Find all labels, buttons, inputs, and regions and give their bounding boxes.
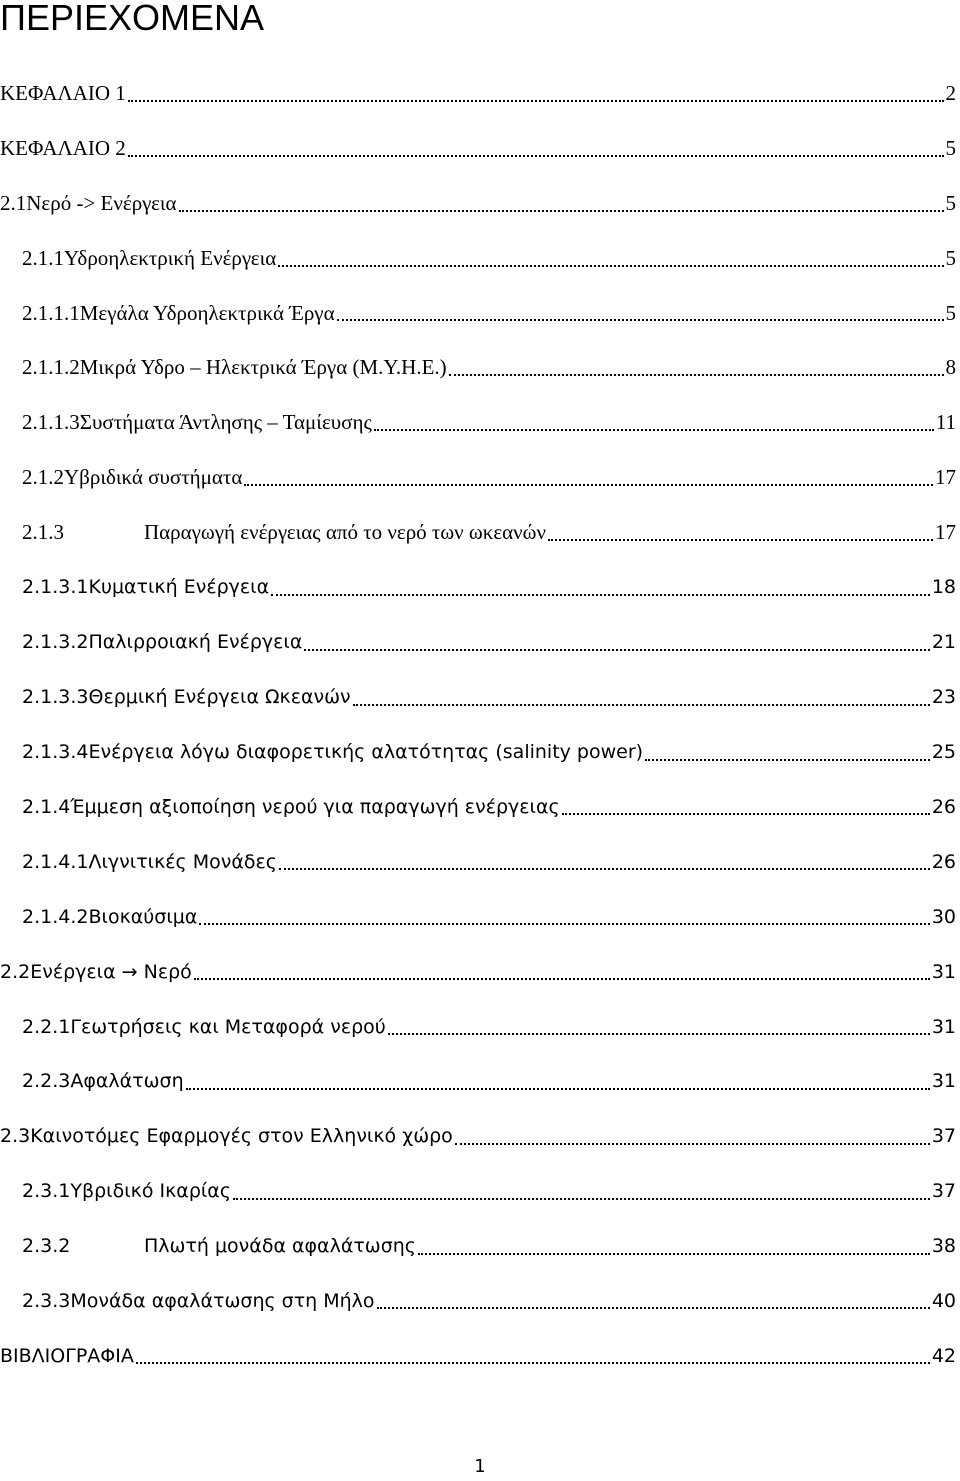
toc-entry-title: Συστήματα Άντλησης – Ταμίευσης — [79, 410, 372, 435]
toc-leader-dots — [337, 318, 944, 321]
toc-entry[interactable] — [0, 450, 960, 505]
toc-entry-title: Παλιρροιακή Ενέργεια — [88, 631, 303, 654]
toc-entry-number: 2.3 — [0, 1125, 31, 1148]
toc-leader-dots — [278, 264, 943, 267]
toc-entry-page: 11 — [935, 410, 956, 435]
toc-entry-title: Υδροηλεκτρική Ενέργεια — [64, 245, 277, 270]
toc-entry-number: ΚΕΦΑΛΑΙΟ 2 — [0, 135, 126, 160]
toc-entry[interactable] — [0, 1274, 960, 1329]
toc-entry[interactable] — [0, 505, 960, 560]
toc-entry[interactable] — [0, 286, 960, 341]
toc-entry-number: 2.2.3 — [22, 1070, 71, 1093]
toc-leader-dots — [136, 1361, 930, 1364]
toc-entry-title: Υβριδικά συστήματα — [64, 465, 243, 490]
toc-entry[interactable] — [0, 1164, 960, 1219]
toc-entry-title: Λιγνιτικές Μονάδες — [88, 850, 277, 873]
toc-entry-title: Θερμική Ενέργεια Ωκεανών — [88, 686, 351, 709]
toc-entry[interactable] — [0, 999, 960, 1054]
toc-entry[interactable] — [0, 340, 960, 395]
toc-entry-page: 18 — [931, 576, 956, 599]
toc-leader-dots — [128, 99, 944, 102]
toc-entry-number: 2.1.3.3 — [22, 686, 89, 709]
toc-entry-number: 2.1.1 — [22, 245, 64, 270]
toc-entry-number: 2.1 — [0, 190, 27, 215]
toc-entry-number: 2.1.4.1 — [22, 850, 89, 873]
toc-entry-page: 40 — [931, 1290, 956, 1313]
toc-entry-title: Κυματική Ενέργεια — [88, 576, 270, 599]
toc-entry-page: 31 — [931, 1015, 956, 1038]
toc-entry-title: Ενέργεια → Νερό — [30, 960, 192, 983]
toc-entry-number: 2.3.1 — [22, 1180, 71, 1203]
table-of-contents — [0, 66, 960, 1383]
toc-entry-title: Βιοκαύσιμα — [88, 905, 198, 928]
toc-entry-title: Παραγωγή ενέργειας από το νερό των ωκεανών — [144, 520, 546, 545]
toc-entry-number: 2.2 — [0, 960, 31, 983]
toc-entry-page: 5 — [945, 190, 956, 215]
toc-leader-dots — [279, 867, 930, 870]
toc-leader-dots — [353, 703, 930, 706]
toc-entry[interactable] — [0, 1328, 960, 1383]
toc-entry-page: 5 — [945, 245, 956, 270]
toc-entry-number: 2.1.3.4 — [22, 741, 89, 764]
toc-entry-title: Γεωτρήσεις και Μεταφορά νερού — [70, 1015, 386, 1038]
toc-entry-number: 2.1.1.3 — [22, 410, 80, 435]
toc-entry-title: Ενέργεια λόγω διαφορετικής αλατότητας (salinity power) — [88, 741, 644, 764]
toc-entry[interactable] — [0, 395, 960, 450]
toc-entry-title: Αφαλάτωση — [70, 1070, 184, 1093]
toc-leader-dots — [186, 1087, 930, 1090]
toc-entry-number: 2.1.1.2 — [22, 355, 80, 380]
toc-entry-page: 31 — [931, 1070, 956, 1093]
toc-leader-dots — [645, 758, 930, 761]
toc-leader-dots — [388, 1032, 930, 1035]
toc-entry[interactable] — [0, 1109, 960, 1164]
toc-entry-title: Μεγάλα Υδροηλεκτρικά Έργα — [79, 300, 335, 325]
toc-entry-page: 25 — [931, 741, 956, 764]
toc-entry[interactable] — [0, 231, 960, 286]
toc-entry[interactable] — [0, 176, 960, 231]
toc-entry[interactable] — [0, 1219, 960, 1274]
toc-entry-number: ΚΕΦΑΛΑΙΟ 1 — [0, 80, 126, 105]
toc-leader-dots — [377, 1306, 930, 1309]
toc-leader-dots — [418, 1252, 930, 1255]
toc-entry[interactable] — [0, 66, 960, 121]
toc-leader-dots — [128, 154, 944, 157]
toc-entry-page: 31 — [931, 960, 956, 983]
toc-entry-number: 2.1.4 — [22, 796, 71, 819]
toc-leader-dots — [194, 977, 930, 980]
footer-page-number: 1 — [474, 1456, 486, 1477]
toc-entry-title: Πλωτή μονάδα αφαλάτωσης — [144, 1235, 416, 1258]
toc-entry[interactable] — [0, 615, 960, 670]
toc-entry-page: 5 — [945, 300, 956, 325]
toc-leader-dots — [374, 428, 934, 431]
toc-entry-number: 2.3.2 — [22, 1235, 71, 1258]
toc-entry-title: Μονάδα αφαλάτωσης στη Μήλο — [70, 1290, 375, 1313]
toc-entry-page: 2 — [945, 80, 956, 105]
toc-leader-dots — [179, 209, 944, 212]
toc-entry-number: 2.1.3.1 — [22, 576, 89, 599]
toc-entry-page: 37 — [931, 1180, 956, 1203]
toc-entry-page: 17 — [935, 465, 956, 490]
toc-entry-number: 2.1.2 — [22, 465, 64, 490]
toc-entry-page: 26 — [931, 850, 956, 873]
toc-entry-number: 2.1.3 — [22, 520, 64, 545]
toc-leader-dots — [455, 1142, 930, 1145]
toc-entry[interactable] — [0, 725, 960, 780]
toc-leader-dots — [233, 1197, 930, 1200]
toc-entry-page: 21 — [931, 631, 956, 654]
toc-entry-page: 38 — [931, 1235, 956, 1258]
toc-leader-dots — [548, 538, 933, 541]
toc-entry[interactable] — [0, 944, 960, 999]
toc-entry-page: 42 — [931, 1344, 956, 1367]
toc-entry-title: Μικρά Υδρο – Ηλεκτρικά Έργα (Μ.Υ.Η.Ε.) — [79, 355, 447, 380]
toc-entry-page: 8 — [945, 355, 956, 380]
toc-entry-title: Υβριδικό Ικαρίας — [70, 1180, 231, 1203]
toc-entry-number: 2.1.3.2 — [22, 631, 89, 654]
toc-leader-dots — [449, 373, 944, 376]
toc-entry[interactable] — [0, 1054, 960, 1109]
toc-entry[interactable] — [0, 670, 960, 725]
toc-entry-page: 30 — [931, 905, 956, 928]
toc-entry-page: 37 — [931, 1125, 956, 1148]
toc-leader-dots — [271, 593, 930, 596]
toc-entry-page: 5 — [945, 135, 956, 160]
toc-entry-page: 17 — [935, 520, 956, 545]
toc-entry-number: 2.1.4.2 — [22, 905, 89, 928]
toc-entry-page: 26 — [931, 796, 956, 819]
toc-entry-title: Καινοτόμες Εφαρμογές στον Ελληνικό χώρο — [30, 1125, 453, 1148]
page-title: ΠΕΡΙΕΧΟΜΕΝΑ — [0, 0, 265, 38]
toc-entry-page: 23 — [931, 686, 956, 709]
toc-leader-dots — [304, 648, 929, 651]
toc-leader-dots — [244, 483, 933, 486]
toc-entry-title: Νερό -> Ενέργεια — [26, 190, 177, 215]
toc-entry[interactable] — [0, 780, 960, 835]
toc-entry-number: 2.3.3 — [22, 1290, 71, 1313]
toc-entry[interactable] — [0, 889, 960, 944]
toc-entry[interactable] — [0, 560, 960, 615]
toc-leader-dots — [199, 922, 929, 925]
toc-entry[interactable] — [0, 121, 960, 176]
toc-entry-number: 2.2.1 — [22, 1015, 71, 1038]
toc-entry[interactable] — [0, 834, 960, 889]
toc-entry-number: 2.1.1.1 — [22, 300, 80, 325]
toc-leader-dots — [562, 812, 930, 815]
toc-entry-number: ΒΙΒΛΙΟΓΡΑΦΙΑ — [0, 1344, 134, 1367]
toc-entry-title: Έμμεση αξιοποίηση νερού για παραγωγή ενέργειας — [70, 796, 560, 819]
